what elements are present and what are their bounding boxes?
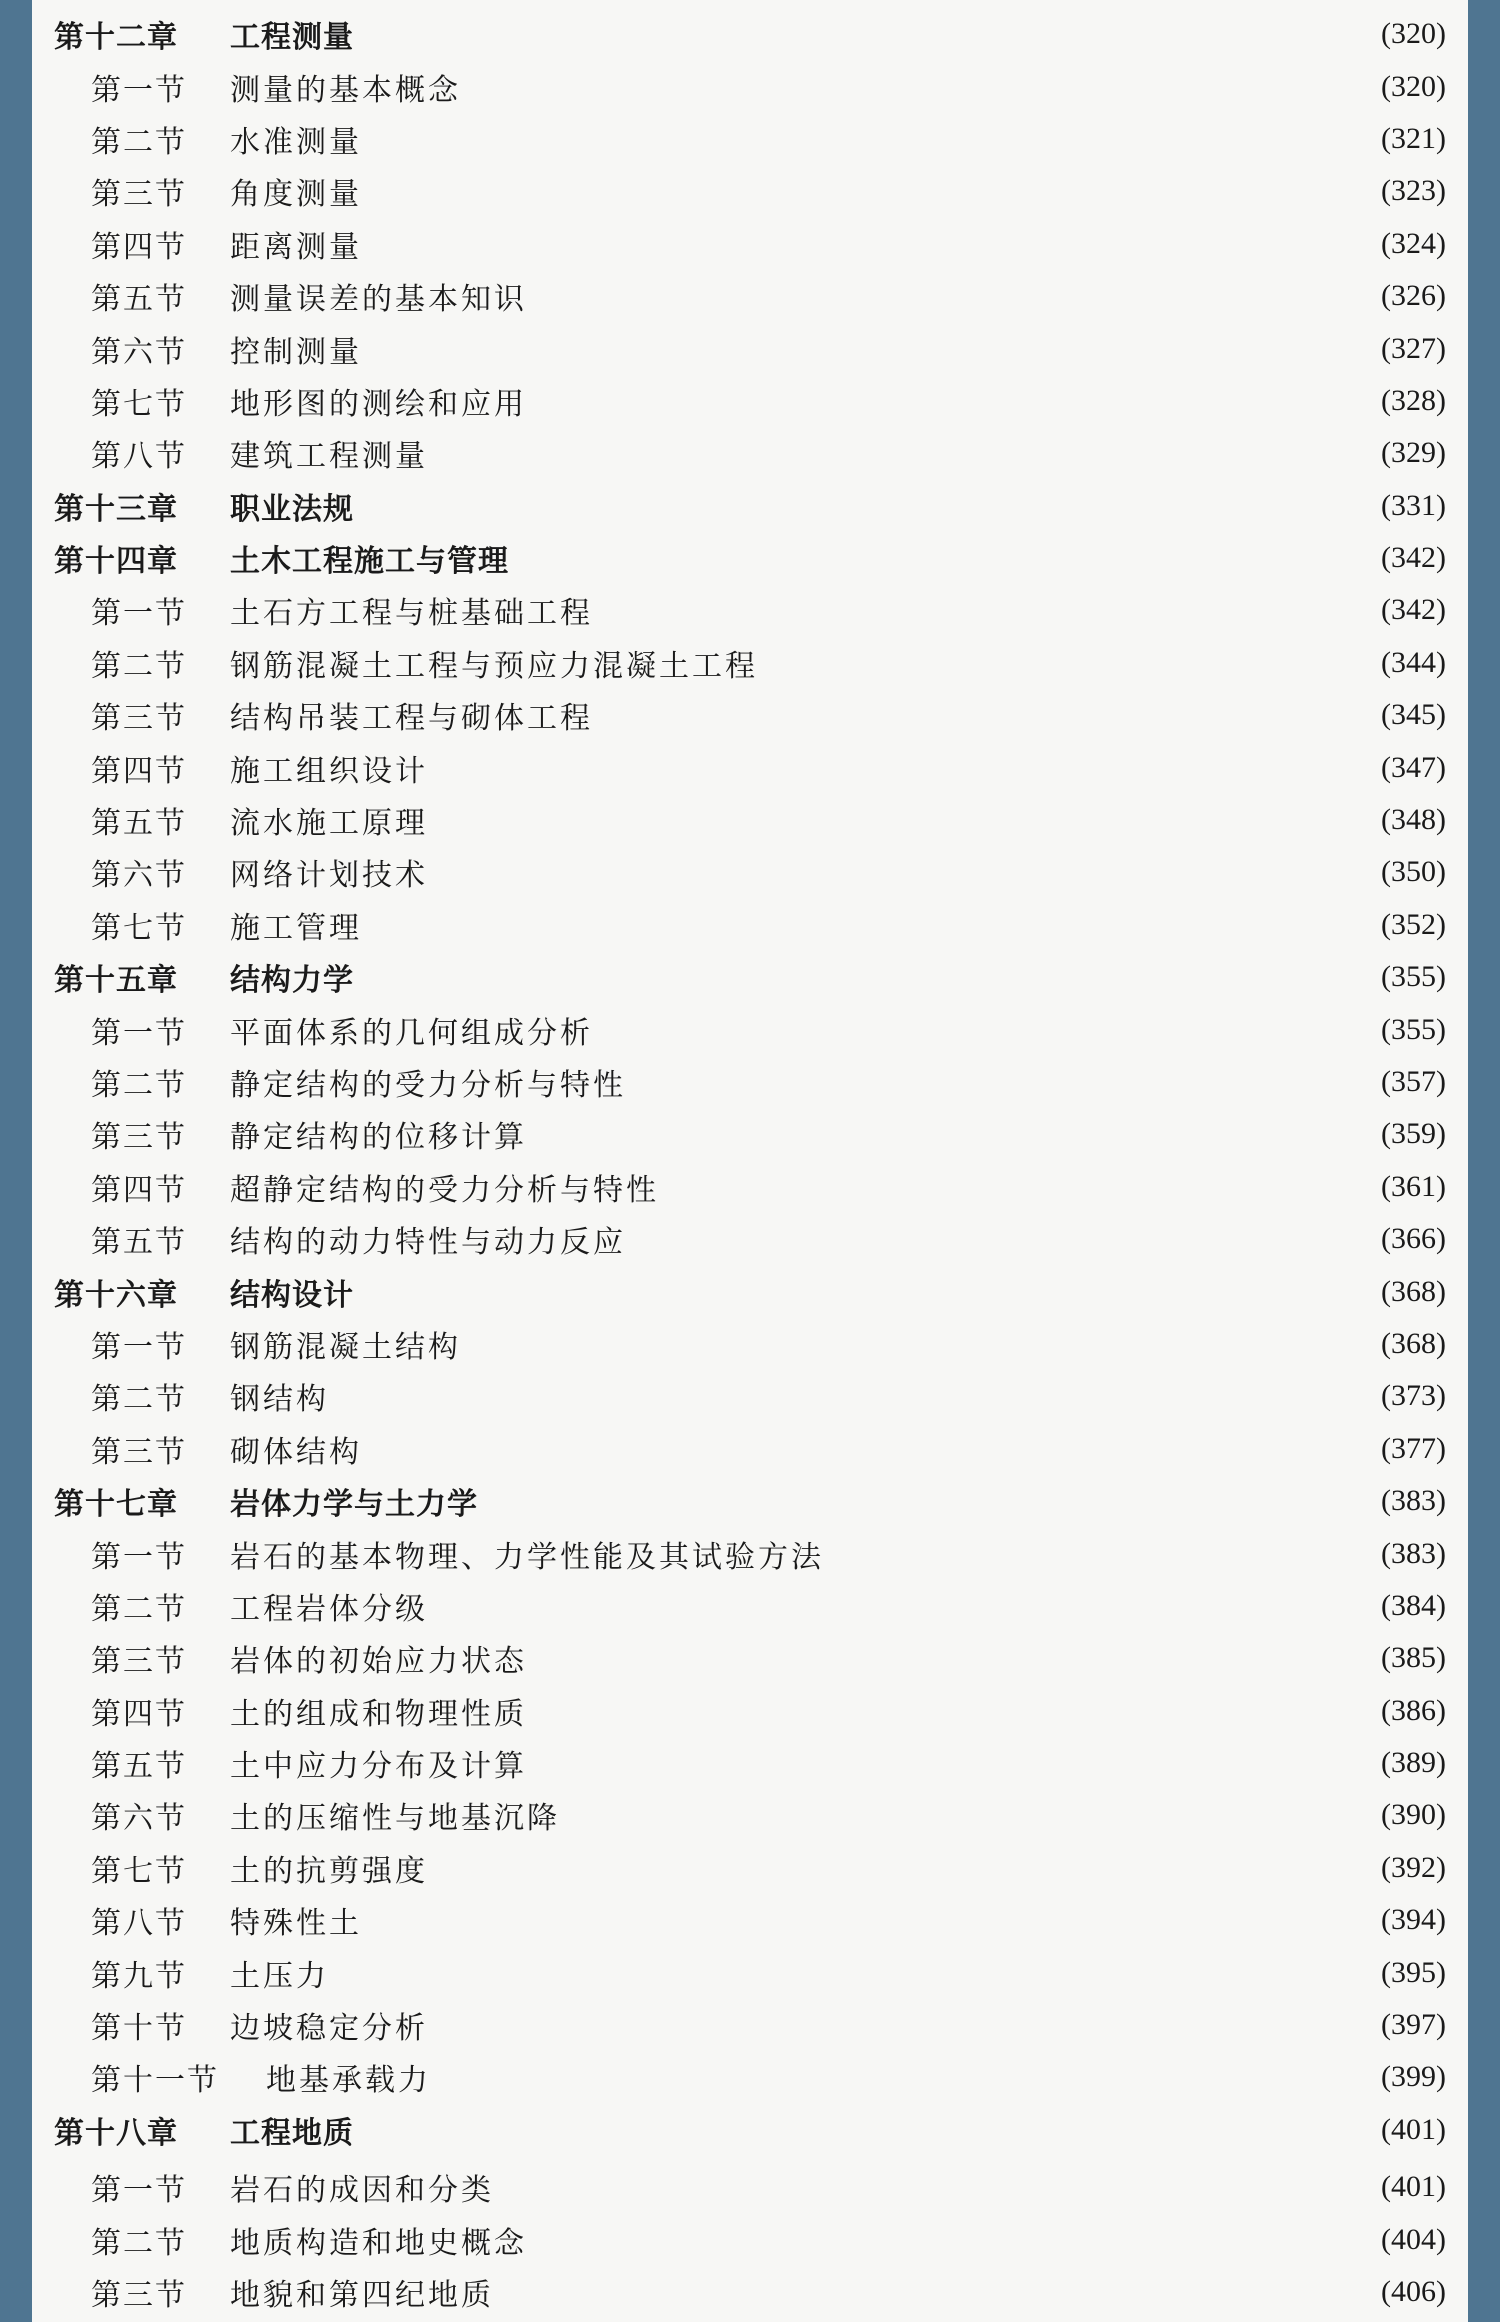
dot-leader <box>547 2225 1344 2255</box>
page-number: (327) <box>1381 331 1446 365</box>
toc-section-row <box>32 1161 1468 1213</box>
section-number-label: 第一节 <box>91 1329 187 1365</box>
dot-leader <box>448 857 1344 887</box>
section-title: 钢筋混凝土工程与预应力混凝土工程 <box>230 648 758 684</box>
page-number: (399) <box>1381 2060 1446 2094</box>
section-number-label: 第三节 <box>91 1434 187 1470</box>
toc-section-row <box>32 741 1468 793</box>
dot-leader <box>382 1434 1344 1464</box>
section-title: 水准测量 <box>230 124 362 160</box>
section-title: 土石方工程与桩基础工程 <box>230 596 593 632</box>
toc-section-row <box>32 1108 1468 1160</box>
dot-leader <box>448 2010 1344 2040</box>
dot-leader <box>679 1172 1344 1202</box>
toc-section-row <box>32 1318 1468 1370</box>
toc-section-row <box>32 1946 1468 1998</box>
section-title: 钢筋混凝土结构 <box>230 1329 461 1365</box>
section-number-label: 第四节 <box>91 1172 187 1208</box>
section-number-label: 第五节 <box>91 1225 187 1261</box>
section-title: 建筑工程测量 <box>230 439 428 475</box>
section-title: 网络计划技术 <box>230 858 428 894</box>
chapter-title: 结构设计 <box>230 1277 354 1313</box>
section-number-label: 第二节 <box>91 2225 187 2261</box>
toc-section-row <box>32 218 1468 270</box>
section-title: 施工组织设计 <box>230 753 428 789</box>
page-number: (383) <box>1381 1536 1446 1570</box>
page-number: (404) <box>1381 2222 1446 2256</box>
toc-section-row <box>32 1003 1468 1055</box>
dot-leader <box>547 1643 1344 1673</box>
section-number-label: 第三节 <box>91 2277 187 2313</box>
section-title: 砌体结构 <box>230 1434 362 1470</box>
toc-section-row <box>32 1685 1468 1737</box>
page-number: (324) <box>1381 226 1446 260</box>
section-number-label: 第一节 <box>91 1015 187 1051</box>
page-number: (406) <box>1381 2274 1446 2308</box>
toc-chapter-row <box>32 532 1468 584</box>
section-number-label: 第二节 <box>91 1068 187 1103</box>
dot-leader <box>448 805 1344 835</box>
section-number-label: 第四节 <box>91 1696 187 1732</box>
toc-section-row <box>32 1789 1468 1841</box>
toc-section-row <box>32 1632 1468 1684</box>
page-number: (366) <box>1381 1222 1446 1256</box>
dot-leader <box>547 1696 1344 1726</box>
section-title: 控制测量 <box>230 334 362 370</box>
toc-section-row <box>32 1423 1468 1475</box>
toc-chapter-row <box>32 1265 1468 1317</box>
dot-leader <box>382 176 1344 206</box>
section-number-label: 第九节 <box>91 1958 187 1994</box>
chapter-title: 岩体力学与土力学 <box>230 1487 478 1523</box>
page-number: (331) <box>1381 488 1446 522</box>
section-title: 超静定结构的受力分析与特性 <box>230 1172 659 1208</box>
page-number: (386) <box>1381 1693 1446 1727</box>
page-number: (326) <box>1381 279 1446 313</box>
section-title: 特殊性土 <box>230 1906 362 1942</box>
toc-section-row <box>32 899 1468 951</box>
dot-leader <box>349 1958 1344 1988</box>
section-number-label: 第三节 <box>91 177 187 213</box>
dot-leader <box>382 1905 1344 1935</box>
toc-section-row <box>32 2213 1468 2265</box>
toc-section-row <box>32 1842 1468 1894</box>
page-number: (389) <box>1381 1746 1446 1780</box>
section-number-label: 第五节 <box>91 1749 187 1785</box>
toc-chapter-row <box>32 1475 1468 1527</box>
toc-section-row <box>32 689 1468 741</box>
dot-leader <box>448 438 1344 468</box>
section-number-label: 第七节 <box>91 1853 187 1889</box>
page-number: (377) <box>1381 1431 1446 1465</box>
section-title: 地貌和第四纪地质 <box>230 2277 494 2313</box>
page-number: (383) <box>1381 1484 1446 1518</box>
section-number-label: 第五节 <box>91 282 187 318</box>
dot-leader <box>547 281 1344 311</box>
section-title: 流水施工原理 <box>230 806 428 842</box>
section-number-label: 第十节 <box>91 2011 187 2047</box>
section-number-label: 第一节 <box>91 72 187 108</box>
toc-section-row <box>32 1580 1468 1632</box>
section-title: 平面体系的几何组成分析 <box>230 1015 593 1051</box>
dot-leader <box>448 753 1344 783</box>
section-number-label: 第二节 <box>91 648 187 684</box>
page-number: (401) <box>1381 2112 1446 2146</box>
dot-leader <box>646 1067 1344 1097</box>
page-number: (401) <box>1381 2170 1446 2204</box>
toc-section-row <box>32 1894 1468 1946</box>
section-number-label: 第四节 <box>91 229 187 265</box>
chapter-number-label: 第十三章 <box>54 491 178 527</box>
chapter-title: 工程测量 <box>230 20 354 56</box>
toc-section-row <box>32 794 1468 846</box>
dot-leader <box>514 2172 1344 2202</box>
page-number: (397) <box>1381 2008 1446 2042</box>
dot-leader <box>374 962 1344 992</box>
section-title: 土压力 <box>230 1958 329 1994</box>
dot-leader <box>374 2115 1344 2145</box>
dot-leader <box>481 1329 1344 1359</box>
chapter-number-label: 第十五章 <box>54 963 178 999</box>
page-number: (321) <box>1381 121 1446 155</box>
dot-leader <box>382 124 1344 154</box>
page-number: (348) <box>1381 803 1446 837</box>
section-title: 测量的基本概念 <box>230 72 461 108</box>
section-title: 土的抗剪强度 <box>230 1853 428 1889</box>
page-number: (357) <box>1381 1065 1446 1098</box>
section-number-label: 第一节 <box>91 1539 187 1575</box>
section-title: 岩石的成因和分类 <box>230 2173 494 2209</box>
section-number-label: 第三节 <box>91 1644 187 1680</box>
page-number: (385) <box>1381 1641 1446 1675</box>
page-number: (368) <box>1381 1326 1446 1360</box>
section-number-label: 第二节 <box>91 1591 187 1627</box>
dot-leader <box>529 543 1344 573</box>
section-number-label: 第三节 <box>91 1120 187 1156</box>
chapter-title: 职业法规 <box>230 491 354 527</box>
section-title: 工程岩体分级 <box>230 1591 428 1627</box>
section-number-label: 第四节 <box>91 753 187 789</box>
page-number: (350) <box>1381 855 1446 889</box>
page-number: (373) <box>1381 1379 1446 1413</box>
section-number-label: 第六节 <box>91 858 187 894</box>
dot-leader <box>374 19 1344 49</box>
toc-chapter-row <box>32 8 1468 60</box>
dot-leader <box>374 491 1344 521</box>
section-number-label: 第一节 <box>91 596 187 632</box>
toc-section-row <box>32 1370 1468 1422</box>
section-number-label: 第二节 <box>91 1382 187 1418</box>
section-title: 静定结构的受力分析与特性 <box>230 1068 626 1103</box>
section-title: 钢结构 <box>230 1382 329 1418</box>
dot-leader <box>514 2277 1344 2307</box>
page-number: (395) <box>1381 1955 1446 1989</box>
dot-leader <box>646 1224 1344 1254</box>
dot-leader <box>349 1381 1344 1411</box>
toc-section-row <box>32 846 1468 898</box>
toc-section-row <box>32 270 1468 322</box>
section-title: 土中应力分布及计算 <box>230 1749 527 1785</box>
dot-leader <box>374 1277 1344 1307</box>
page-number: (320) <box>1381 17 1446 51</box>
section-number-label: 第七节 <box>91 910 187 946</box>
page-number: (320) <box>1381 69 1446 103</box>
dot-leader <box>481 72 1344 102</box>
table-of-contents <box>32 8 1468 2318</box>
chapter-number-label: 第十七章 <box>54 1487 178 1523</box>
section-title: 岩石的基本物理、力学性能及其试验方法 <box>230 1539 824 1575</box>
toc-section-row <box>32 1056 1468 1108</box>
section-title: 地基承载力 <box>266 2063 431 2099</box>
page-number: (352) <box>1381 907 1446 941</box>
page-number: (323) <box>1381 174 1446 208</box>
page-number: (384) <box>1381 1588 1446 1622</box>
section-title: 结构吊装工程与砌体工程 <box>230 701 593 737</box>
dot-leader <box>547 1748 1344 1778</box>
page-number: (328) <box>1381 383 1446 417</box>
dot-leader <box>382 334 1344 364</box>
dot-leader <box>451 2062 1344 2092</box>
toc-section-row <box>32 2051 1468 2103</box>
chapter-title: 土木工程施工与管理 <box>230 544 509 580</box>
chapter-number-label: 第十四章 <box>54 544 178 580</box>
toc-section-row <box>32 322 1468 374</box>
dot-leader <box>844 1539 1344 1569</box>
toc-section-row <box>32 637 1468 689</box>
dot-leader <box>382 910 1344 940</box>
section-title: 土的压缩性与地基沉降 <box>230 1801 560 1837</box>
toc-page <box>32 0 1468 2322</box>
section-title: 距离测量 <box>230 229 362 265</box>
page-number: (355) <box>1381 960 1446 994</box>
dot-leader <box>448 1591 1344 1621</box>
dot-leader <box>498 1486 1344 1516</box>
page-number: (329) <box>1381 436 1446 470</box>
chapter-number-label: 第十二章 <box>54 20 178 56</box>
section-number-label: 第十一节 <box>91 2063 219 2099</box>
toc-chapter-row <box>32 480 1468 532</box>
toc-section-row <box>32 165 1468 217</box>
chapter-number-label: 第十八章 <box>54 2115 178 2151</box>
dot-leader <box>547 1119 1344 1149</box>
toc-section-row <box>32 1999 1468 2051</box>
section-title: 施工管理 <box>230 910 362 946</box>
section-number-label: 第三节 <box>91 701 187 737</box>
page-number: (342) <box>1381 593 1446 627</box>
toc-section-row <box>32 2161 1468 2213</box>
page-number: (390) <box>1381 1798 1446 1832</box>
section-number-label: 第七节 <box>91 386 187 422</box>
toc-section-row <box>32 375 1468 427</box>
section-title: 地形图的测绘和应用 <box>230 386 527 422</box>
page-number: (392) <box>1381 1850 1446 1884</box>
toc-section-row <box>32 60 1468 112</box>
toc-section-row <box>32 1737 1468 1789</box>
section-title: 岩体的初始应力状态 <box>230 1644 527 1680</box>
section-number-label: 第六节 <box>91 1801 187 1837</box>
chapter-number-label: 第十六章 <box>54 1277 178 1313</box>
section-number-label: 第二节 <box>91 124 187 160</box>
section-title: 边坡稳定分析 <box>230 2011 428 2047</box>
chapter-title: 结构力学 <box>230 963 354 999</box>
section-number-label: 第五节 <box>91 806 187 842</box>
toc-section-row <box>32 427 1468 479</box>
section-number-label: 第六节 <box>91 334 187 370</box>
dot-leader <box>580 1800 1344 1830</box>
dot-leader <box>382 229 1344 259</box>
dot-leader <box>613 700 1344 730</box>
section-title: 角度测量 <box>230 177 362 213</box>
page-number: (368) <box>1381 1274 1446 1308</box>
toc-section-row <box>32 1527 1468 1579</box>
toc-section-row <box>32 584 1468 636</box>
dot-leader <box>547 386 1344 416</box>
page-number: (344) <box>1381 645 1446 679</box>
section-title: 土的组成和物理性质 <box>230 1696 527 1732</box>
section-number-label: 第八节 <box>91 1906 187 1942</box>
toc-section-row <box>32 1213 1468 1265</box>
page-number: (342) <box>1381 541 1446 575</box>
dot-leader <box>613 595 1344 625</box>
chapter-title: 工程地质 <box>230 2115 354 2151</box>
section-title: 静定结构的位移计算 <box>230 1120 527 1156</box>
page-number: (359) <box>1381 1117 1446 1151</box>
page-number: (347) <box>1381 750 1446 784</box>
dot-leader <box>613 1015 1344 1045</box>
toc-chapter-row <box>32 2104 1468 2156</box>
page-number: (355) <box>1381 1012 1446 1046</box>
dot-leader <box>448 1853 1344 1883</box>
section-title: 结构的动力特性与动力反应 <box>230 1225 626 1261</box>
section-number-label: 第一节 <box>91 2173 187 2209</box>
toc-section-row <box>32 2266 1468 2318</box>
page-number: (361) <box>1381 1169 1446 1203</box>
page-number: (394) <box>1381 1903 1446 1937</box>
section-title: 地质构造和地史概念 <box>230 2225 527 2261</box>
dot-leader <box>778 648 1344 678</box>
section-title: 测量误差的基本知识 <box>230 282 527 318</box>
toc-chapter-row <box>32 951 1468 1003</box>
toc-section-row <box>32 113 1468 165</box>
page-number: (345) <box>1381 698 1446 732</box>
section-number-label: 第八节 <box>91 439 187 475</box>
